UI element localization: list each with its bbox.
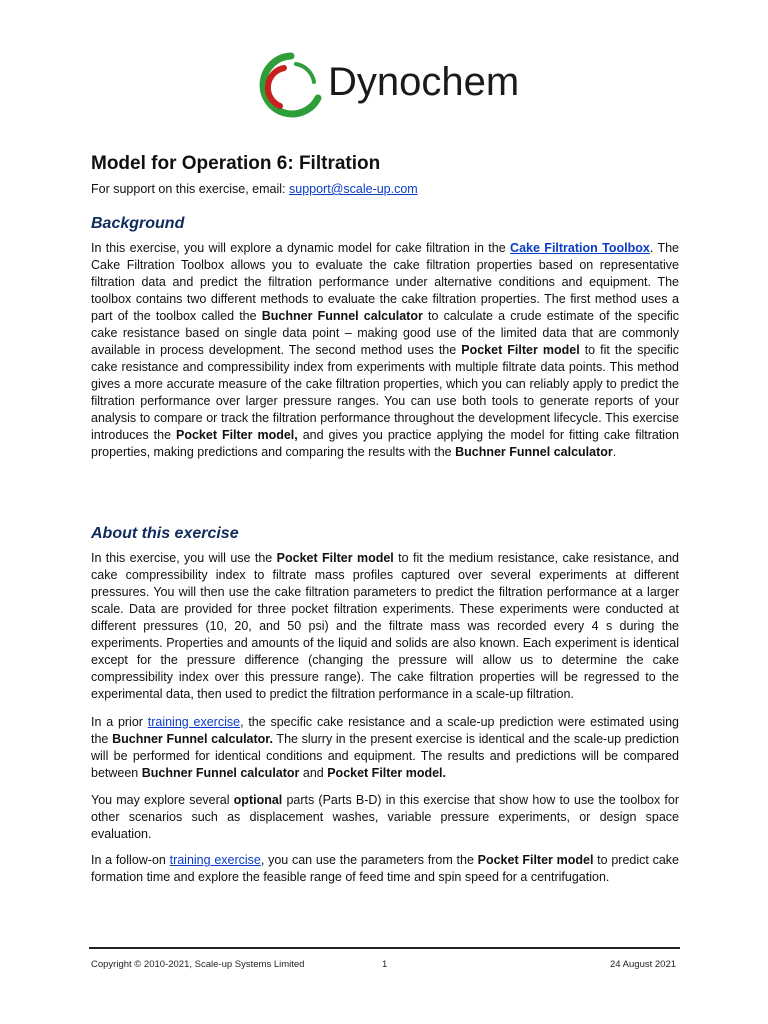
bold-term: Pocket Filter model	[276, 551, 394, 565]
background-heading: Background	[91, 215, 185, 232]
text-run: In this exercise, you will use the	[91, 551, 277, 565]
text-run: to fit the specific cake resistance and compressibility index from experiments with multiple filtrate data points. This method gives a more accurate measure of the cake filtration properties, which you can reliably apply to predict the filtration performance over larger pressure ranges. You can use both tools to generate reports of your analysis to compare or track the filtration performance throughout the development lifecycle. This exercise introduces the	[91, 343, 679, 442]
support-prefix: For support on this exercise, email:	[91, 182, 289, 196]
logo-mark-icon	[256, 50, 326, 122]
page-title: Model for Operation 6: Filtration	[91, 153, 381, 174]
follow-on-training-exercise-link[interactable]: training exercise	[169, 853, 261, 867]
text-run: parts (Parts B-D) in this exercise that show how to use the toolbox for other scenarios such as displacement washes, variable pressure experiments, or design space evaluation.	[91, 793, 679, 841]
text-run: and	[299, 766, 328, 780]
about-heading: About this exercise	[91, 525, 239, 542]
support-line	[91, 182, 418, 196]
text-run: You may explore several	[91, 793, 234, 807]
dynochem-logo	[256, 50, 520, 122]
cake-filtration-toolbox-link[interactable]: Cake Filtration Toolbox	[510, 241, 650, 255]
about-paragraph-3	[91, 792, 679, 843]
text-run: In a prior	[91, 715, 148, 729]
training-exercise-link[interactable]: training exercise	[147, 715, 241, 729]
footer-copyright: Copyright © 2010-2021, Scale-up Systems Limited	[91, 959, 305, 970]
footer-page-number: 1	[382, 959, 388, 970]
bold-term: Buchner Funnel calculator	[261, 309, 423, 323]
bold-term: Pocket Filter model,	[175, 428, 298, 442]
text-run: , the specific cake resistance and a scale-up prediction were estimated using the	[91, 715, 679, 746]
bold-term: Pocket Filter model	[461, 343, 580, 357]
background-paragraph	[91, 240, 679, 461]
text-run: and gives you practice applying the model for fitting cake filtration properties, making predictions and comparing the results with the	[91, 428, 679, 459]
bold-term: Buchner Funnel calculator	[455, 445, 613, 459]
text-run: to fit the medium resistance, cake resistance, and cake compressibility index to filtrate mass profiles captured over several experiments at different pressures. You will then use the cake filtration parameters to predict the filtration performance at a larger scale. Data are provided for three pocket filtration experiments. These experiments were conducted at different pressures (10, 20, and 50 psi) and the filtrate mass was recorded every 4 s during the experiments. Properties and amounts of the liquid and solids are also known. Each experiment is identical except for the pressure difference (changing the pressure will allow us to determine the cake compressibility index over this pressure range). The cake filtration properties will be regressed to the experimental data, then used to predict the filtration performance in a scale-up filtration.	[91, 551, 679, 701]
text-run: .	[612, 445, 617, 459]
logo-text: Dynochem	[328, 60, 520, 104]
bold-term: Buchner Funnel calculator	[141, 766, 300, 780]
text-run: The slurry in the present exercise is identical and the scale-up prediction will be performed for identical conditions and equipment. The results and predictions will be compared between	[91, 732, 679, 780]
text-run: . The Cake Filtration Toolbox allows you to evaluate the cake filtration properties based on representative filtration data and predict the filtration performance under alternative conditions and equipment. The toolbox contains two different methods to evaluate the cake filtration properties. The first method uses a part of the toolbox called the	[91, 241, 679, 323]
text-run: , you can use the parameters from the	[260, 853, 478, 867]
text-run: In a follow-on	[91, 853, 170, 867]
bold-term: Pocket Filter model	[477, 853, 594, 867]
about-paragraph-1	[91, 550, 679, 703]
text-run: In this exercise, you will explore a dynamic model for cake filtration in the	[91, 241, 511, 255]
support-email-link[interactable]: support@scale-up.com	[289, 182, 418, 196]
about-paragraph-4	[91, 852, 679, 886]
text-run: to calculate a crude estimate of the specific cake resistance based on single data point – making good use of the limited data that are commonly available in process development. The second method uses the	[91, 309, 679, 357]
bold-term: Buchner Funnel calculator.	[112, 732, 273, 746]
footer-divider	[89, 947, 680, 949]
footer-date: 24 August 2021	[610, 959, 677, 970]
about-paragraph-2	[91, 714, 679, 782]
bold-term: optional	[233, 793, 283, 807]
text-run: to predict cake formation time and explore the feasible range of feed time and spin speed for a centrifugation.	[91, 853, 679, 884]
bold-term: Pocket Filter model.	[327, 766, 446, 780]
